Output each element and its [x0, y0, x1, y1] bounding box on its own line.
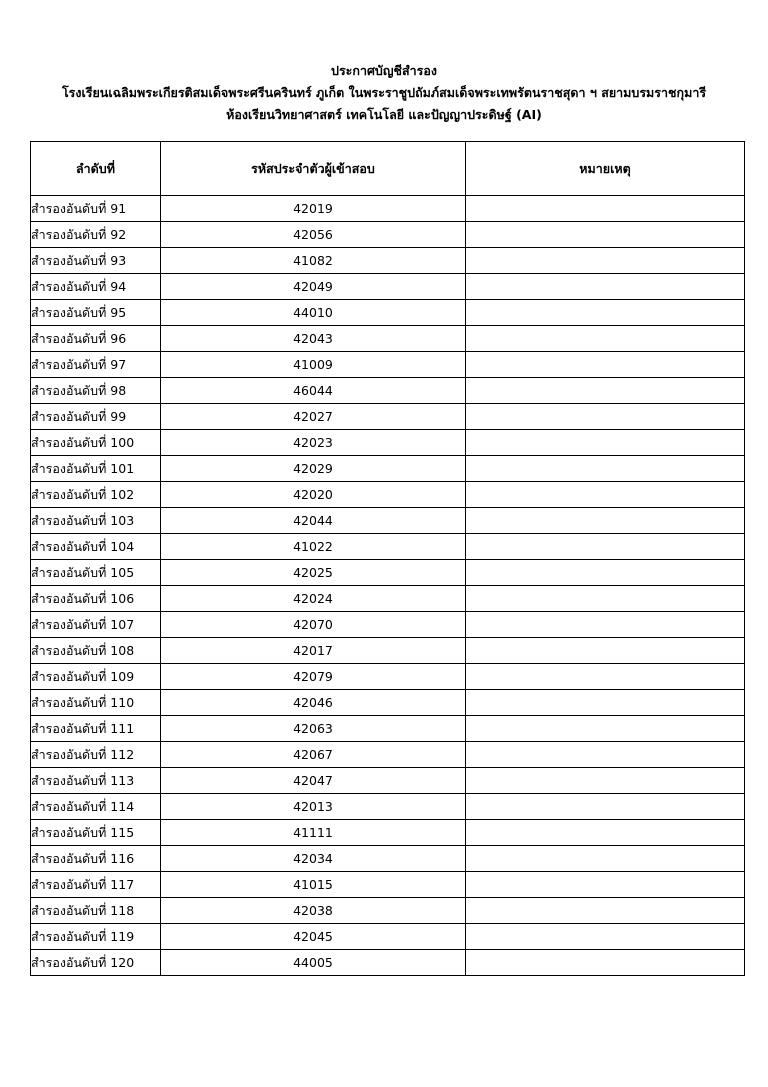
- remarks-cell: [466, 716, 745, 742]
- rank-cell: สำรองอันดับที่ 94: [31, 274, 161, 300]
- remarks-cell: [466, 768, 745, 794]
- exam-id-cell: 42045: [161, 924, 466, 950]
- remarks-cell: [466, 820, 745, 846]
- rank-cell: สำรองอันดับที่ 102: [31, 482, 161, 508]
- exam-id-cell: 41082: [161, 248, 466, 274]
- table-row: [31, 794, 745, 820]
- rank-cell: สำรองอันดับที่ 95: [31, 300, 161, 326]
- remarks-cell: [466, 898, 745, 924]
- exam-id-cell: 41022: [161, 534, 466, 560]
- remarks-cell: [466, 508, 745, 534]
- exam-id-cell: 46044: [161, 378, 466, 404]
- rank-cell: สำรองอันดับที่ 113: [31, 768, 161, 794]
- remarks-cell: [466, 430, 745, 456]
- rank-cell: สำรองอันดับที่ 112: [31, 742, 161, 768]
- remarks-cell: [466, 326, 745, 352]
- rank-cell: สำรองอันดับที่ 97: [31, 352, 161, 378]
- exam-id-cell: 42063: [161, 716, 466, 742]
- remarks-cell: [466, 950, 745, 976]
- rank-cell: สำรองอันดับที่ 104: [31, 534, 161, 560]
- rank-cell: สำรองอันดับที่ 115: [31, 820, 161, 846]
- rank-cell: สำรองอันดับที่ 111: [31, 716, 161, 742]
- exam-id-cell: 42017: [161, 638, 466, 664]
- remarks-cell: [466, 794, 745, 820]
- table-row: [31, 482, 745, 508]
- rank-cell: สำรองอันดับที่ 100: [31, 430, 161, 456]
- rank-cell: สำรองอันดับที่ 108: [31, 638, 161, 664]
- remarks-cell: [466, 846, 745, 872]
- table-row: [31, 716, 745, 742]
- exam-id-cell: 42029: [161, 456, 466, 482]
- table-header-row: [31, 142, 745, 196]
- remarks-cell: [466, 274, 745, 300]
- table-row: [31, 248, 745, 274]
- remarks-cell: [466, 352, 745, 378]
- exam-id-cell: 42019: [161, 196, 466, 222]
- remarks-cell: [466, 378, 745, 404]
- table-row: [31, 560, 745, 586]
- exam-id-cell: 42024: [161, 586, 466, 612]
- remarks-cell: [466, 690, 745, 716]
- remarks-cell: [466, 612, 745, 638]
- table-row: [31, 534, 745, 560]
- table-row: [31, 846, 745, 872]
- table-row: [31, 638, 745, 664]
- table-row: [31, 300, 745, 326]
- exam-id-cell: 42025: [161, 560, 466, 586]
- exam-id-cell: 42023: [161, 430, 466, 456]
- exam-id-cell: 42038: [161, 898, 466, 924]
- remarks-cell: [466, 560, 745, 586]
- table-row: [31, 742, 745, 768]
- table-row: [31, 326, 745, 352]
- table-row: [31, 378, 745, 404]
- table-row: [31, 222, 745, 248]
- rank-cell: สำรองอันดับที่ 92: [31, 222, 161, 248]
- table-row: [31, 430, 745, 456]
- table-row: [31, 196, 745, 222]
- remarks-cell: [466, 534, 745, 560]
- remarks-cell: [466, 872, 745, 898]
- exam-id-cell: 42044: [161, 508, 466, 534]
- remarks-cell: [466, 404, 745, 430]
- exam-id-cell: 42049: [161, 274, 466, 300]
- rank-cell: สำรองอันดับที่ 105: [31, 560, 161, 586]
- table-row: [31, 612, 745, 638]
- document-title: ประกาศบัญชีสำรอง: [331, 63, 437, 78]
- table-row: [31, 924, 745, 950]
- rank-cell: สำรองอันดับที่ 109: [31, 664, 161, 690]
- exam-id-cell: 42034: [161, 846, 466, 872]
- classroom-name: ห้องเรียนวิทยาศาสตร์ เทคโนโลยี และปัญญาประดิษฐ์ (AI): [226, 107, 542, 122]
- remarks-cell: [466, 664, 745, 690]
- exam-id-cell: 42027: [161, 404, 466, 430]
- table-row: [31, 768, 745, 794]
- exam-id-cell: 42020: [161, 482, 466, 508]
- exam-id-cell: 42067: [161, 742, 466, 768]
- column-header-exam-id: รหัสประจำตัวผู้เข้าสอบ: [161, 142, 466, 196]
- column-header-rank: ลำดับที่: [31, 142, 161, 196]
- table-row: [31, 404, 745, 430]
- table-row: [31, 898, 745, 924]
- exam-id-cell: 42070: [161, 612, 466, 638]
- remarks-cell: [466, 456, 745, 482]
- rank-cell: สำรองอันดับที่ 93: [31, 248, 161, 274]
- exam-id-cell: 42013: [161, 794, 466, 820]
- table-row: [31, 872, 745, 898]
- rank-cell: สำรองอันดับที่ 96: [31, 326, 161, 352]
- rank-cell: สำรองอันดับที่ 117: [31, 872, 161, 898]
- school-name: โรงเรียนเฉลิมพระเกียรติสมเด็จพระศรีนครินทร์ ภูเก็ต ในพระราชูปถัมภ์สมเด็จพระเทพรัตนราชสุดา ฯ สยามบรมราชกุมารี: [61, 85, 707, 100]
- exam-id-cell: 41009: [161, 352, 466, 378]
- rank-cell: สำรองอันดับที่ 103: [31, 508, 161, 534]
- rank-cell: สำรองอันดับที่ 106: [31, 586, 161, 612]
- rank-cell: สำรองอันดับที่ 114: [31, 794, 161, 820]
- table-row: [31, 820, 745, 846]
- remarks-cell: [466, 248, 745, 274]
- exam-id-cell: 42079: [161, 664, 466, 690]
- rank-cell: สำรองอันดับที่ 99: [31, 404, 161, 430]
- rank-cell: สำรองอันดับที่ 107: [31, 612, 161, 638]
- remarks-cell: [466, 586, 745, 612]
- remarks-cell: [466, 300, 745, 326]
- exam-id-cell: 42046: [161, 690, 466, 716]
- table-row: [31, 352, 745, 378]
- exam-id-cell: 42047: [161, 768, 466, 794]
- rank-cell: สำรองอันดับที่ 101: [31, 456, 161, 482]
- rank-cell: สำรองอันดับที่ 110: [31, 690, 161, 716]
- table-row: [31, 508, 745, 534]
- remarks-cell: [466, 482, 745, 508]
- document-header: [0, 60, 768, 126]
- table-row: [31, 274, 745, 300]
- exam-id-cell: 41111: [161, 820, 466, 846]
- rank-cell: สำรองอันดับที่ 119: [31, 924, 161, 950]
- column-header-remarks: หมายเหตุ: [466, 142, 745, 196]
- rank-cell: สำรองอันดับที่ 118: [31, 898, 161, 924]
- table-row: [31, 456, 745, 482]
- rank-cell: สำรองอันดับที่ 116: [31, 846, 161, 872]
- exam-id-cell: 42043: [161, 326, 466, 352]
- remarks-cell: [466, 196, 745, 222]
- rank-cell: สำรองอันดับที่ 98: [31, 378, 161, 404]
- table-row: [31, 664, 745, 690]
- exam-id-cell: 41015: [161, 872, 466, 898]
- table-row: [31, 950, 745, 976]
- exam-id-cell: 44010: [161, 300, 466, 326]
- remarks-cell: [466, 924, 745, 950]
- remarks-cell: [466, 222, 745, 248]
- exam-id-cell: 42056: [161, 222, 466, 248]
- table-row: [31, 690, 745, 716]
- rank-cell: สำรองอันดับที่ 91: [31, 196, 161, 222]
- exam-id-cell: 44005: [161, 950, 466, 976]
- reserve-list-table: [30, 141, 745, 976]
- rank-cell: สำรองอันดับที่ 120: [31, 950, 161, 976]
- remarks-cell: [466, 742, 745, 768]
- table-row: [31, 586, 745, 612]
- remarks-cell: [466, 638, 745, 664]
